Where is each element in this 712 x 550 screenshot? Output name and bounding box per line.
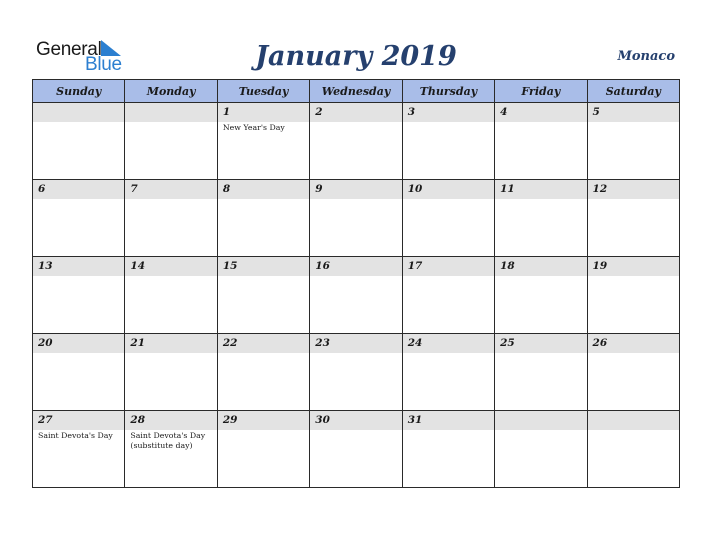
day-number: 20 — [33, 334, 124, 353]
day-number: 13 — [33, 257, 124, 276]
day-number: 27 — [33, 411, 124, 430]
day-cell — [217, 257, 309, 334]
day-cell — [402, 180, 494, 257]
week-row — [33, 257, 680, 334]
holiday-label: Saint Devota's Day (substitute day) — [130, 431, 206, 450]
day-number: 19 — [588, 257, 679, 276]
day-cell — [495, 103, 587, 180]
weekday-header-thursday: Thursday — [402, 80, 494, 103]
day-number: 8 — [218, 180, 309, 199]
weekday-header-tuesday: Tuesday — [217, 80, 309, 103]
day-number: 30 — [310, 411, 401, 430]
day-number: 6 — [33, 180, 124, 199]
day-cell — [587, 411, 679, 488]
day-cell — [587, 103, 679, 180]
day-cell — [495, 257, 587, 334]
day-cell — [310, 103, 402, 180]
week-row — [33, 334, 680, 411]
day-number: 24 — [403, 334, 494, 353]
day-cell — [125, 180, 217, 257]
day-cell — [217, 103, 309, 180]
day-number: 9 — [310, 180, 401, 199]
day-cell — [402, 103, 494, 180]
weekday-header-friday: Friday — [495, 80, 587, 103]
day-number: 14 — [125, 257, 216, 276]
day-number: 5 — [588, 103, 679, 122]
day-cell — [310, 257, 402, 334]
day-cell — [33, 257, 125, 334]
day-number: 25 — [495, 334, 586, 353]
day-number: 16 — [310, 257, 401, 276]
day-cell — [495, 334, 587, 411]
day-cell — [33, 411, 125, 488]
weekday-header-monday: Monday — [125, 80, 217, 103]
logo-text-general: General — [36, 39, 102, 60]
day-cell — [217, 334, 309, 411]
day-number: 11 — [495, 180, 586, 199]
holiday-label: New Year's Day — [222, 123, 285, 132]
calendar-grid — [32, 79, 680, 488]
day-cell — [33, 180, 125, 257]
day-number: 12 — [588, 180, 679, 199]
day-cell — [402, 257, 494, 334]
day-cell — [587, 257, 679, 334]
day-cell — [217, 180, 309, 257]
holiday-label: Saint Devota's Day — [38, 431, 113, 440]
day-cell — [495, 411, 587, 488]
day-cell — [125, 103, 217, 180]
day-number: 10 — [403, 180, 494, 199]
day-cell — [125, 411, 217, 488]
country-label: Monaco — [617, 49, 675, 64]
day-number: 31 — [403, 411, 494, 430]
day-cell — [33, 334, 125, 411]
day-cell — [33, 103, 125, 180]
weekday-header-wednesday: Wednesday — [310, 80, 402, 103]
day-number — [125, 103, 216, 122]
day-number: 18 — [495, 257, 586, 276]
week-row — [33, 411, 680, 488]
day-cell — [217, 411, 309, 488]
day-number: 3 — [403, 103, 494, 122]
day-number: 28 — [125, 411, 216, 430]
day-cell — [587, 334, 679, 411]
weekday-header-saturday: Saturday — [587, 80, 679, 103]
day-number: 2 — [310, 103, 401, 122]
weekday-header-sunday: Sunday — [33, 80, 125, 103]
day-number — [588, 411, 679, 430]
day-number: 4 — [495, 103, 586, 122]
day-cell — [310, 334, 402, 411]
day-number: 15 — [218, 257, 309, 276]
logo-text-blue: Blue — [85, 54, 122, 75]
day-cell — [125, 334, 217, 411]
week-row — [33, 180, 680, 257]
day-number — [33, 103, 124, 122]
day-cell — [402, 334, 494, 411]
day-cell — [125, 257, 217, 334]
day-cell — [495, 180, 587, 257]
day-number: 21 — [125, 334, 216, 353]
day-number: 7 — [125, 180, 216, 199]
day-number: 17 — [403, 257, 494, 276]
day-number: 1 — [218, 103, 309, 122]
day-number: 29 — [218, 411, 309, 430]
calendar-title: January 2019 — [255, 41, 457, 72]
day-number: 22 — [218, 334, 309, 353]
weekday-header-row — [33, 80, 680, 103]
day-number — [495, 411, 586, 430]
day-number: 23 — [310, 334, 401, 353]
day-cell — [310, 411, 402, 488]
day-cell — [402, 411, 494, 488]
day-number: 26 — [588, 334, 679, 353]
week-row — [33, 103, 680, 180]
day-cell — [587, 180, 679, 257]
day-cell — [310, 180, 402, 257]
